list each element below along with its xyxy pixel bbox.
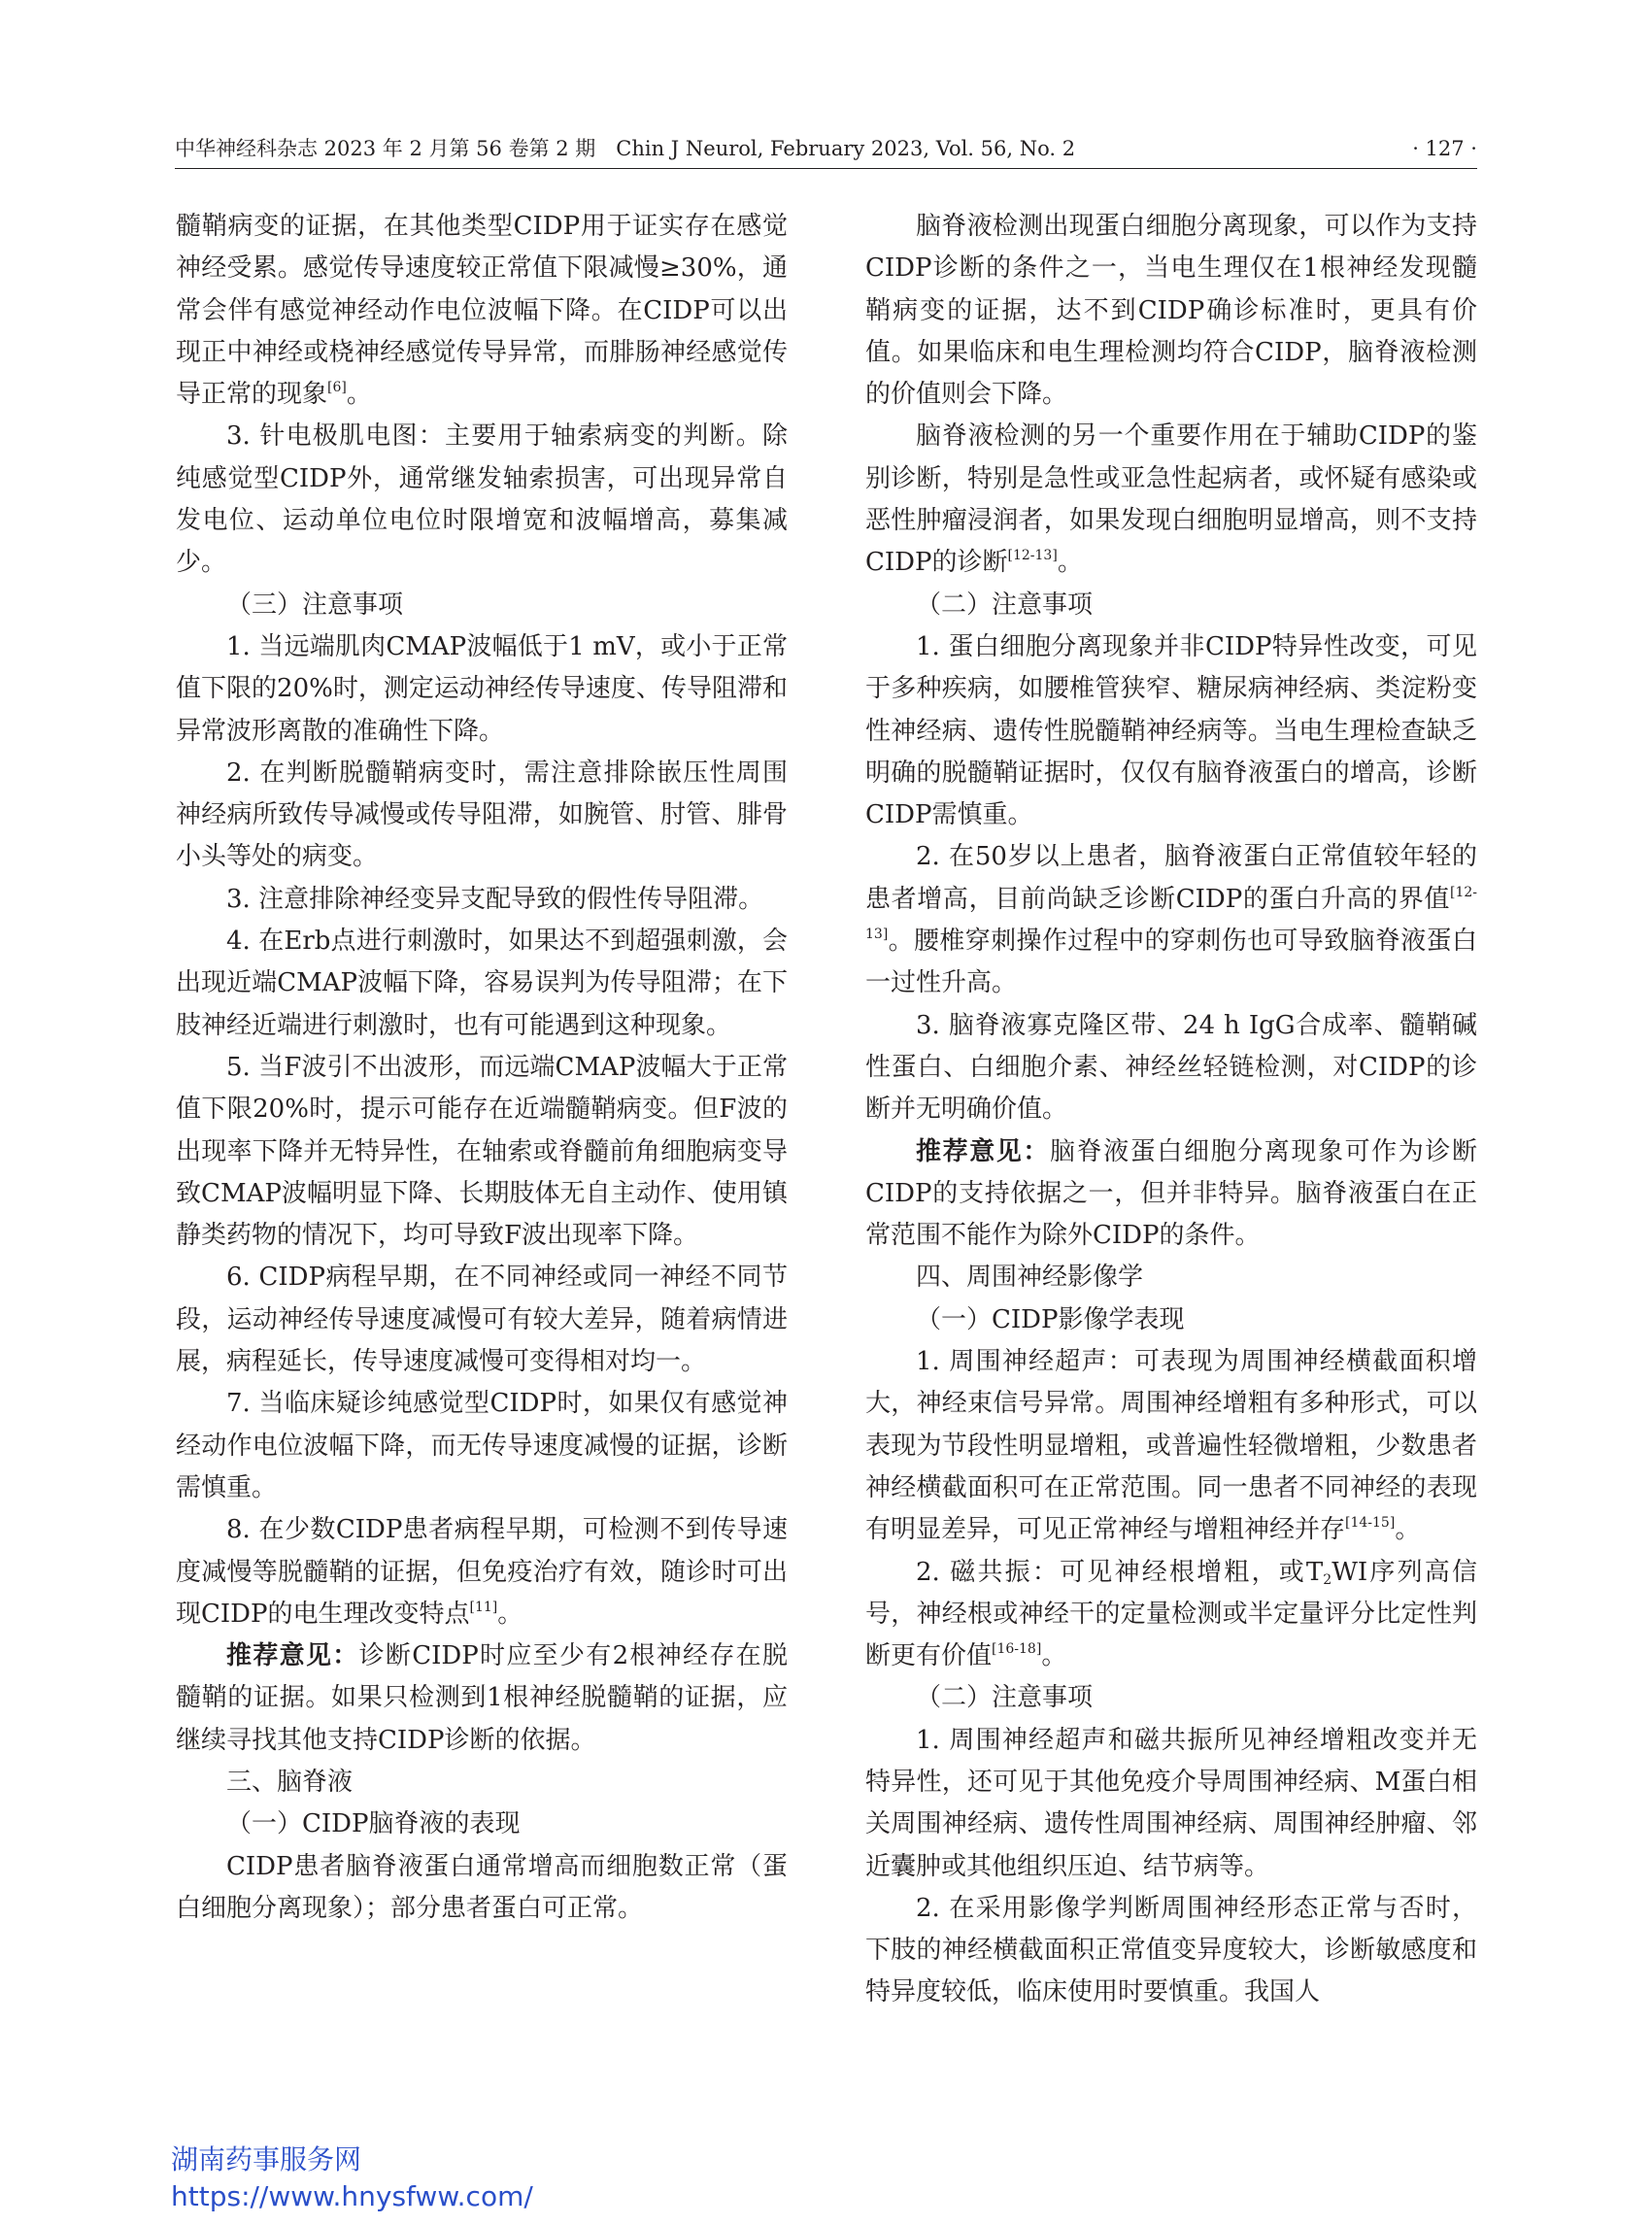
paragraph: 5. 当F波引不出波形，而远端CMAP波幅大于正常值下限20%时，提示可能存在近端髓鞘病变。但F波的出现率下降并无特异性，在轴索或脊髓前角细胞病变导致CMAP波幅明显下降、长期肢体无自主动作、使用镇静类药物的情况下，均可导致F波出现率下降。 <box>176 1052 788 1251</box>
paragraph: CIDP患者脑脊液蛋白通常增高而细胞数正常（蛋白细胞分离现象）；部分患者蛋白可正常。 <box>176 1851 788 1923</box>
citation[interactable]: [14-15] <box>1345 1515 1396 1532</box>
paragraph: 2. 在采用影像学判断周围神经形态正常与否时，下肢的神经横截面积正常值变异度较大，诊断敏感度和特异度较低，临床使用时要慎重。我国人 <box>865 1893 1477 2007</box>
paragraph: 1. 当远端肌肉CMAP波幅低于1 mV，或小于正常值下限的20%时，测定运动神经传导速度、传导阻滞和异常波形离散的准确性下降。 <box>176 631 788 746</box>
recommendation: 推荐意见：诊断CIDP时应至少有2根神经存在脱髓鞘的证据。如果只检测到1根神经脱髓鞘的证据，应继续寻找其他支持CIDP诊断的依据。 <box>176 1641 788 1755</box>
paragraph: 4. 在Erb点进行刺激时，如果达不到超强刺激，会出现近端CMAP波幅下降，容易误判为传导阻滞；在下肢神经近端进行刺激时，也有可能遇到这种现象。 <box>176 927 788 1040</box>
watermark <box>171 2141 533 2215</box>
citation[interactable]: [16-18] <box>992 1641 1042 1658</box>
running-header <box>175 129 1477 169</box>
recommendation-label: 推荐意见： <box>226 1641 359 1671</box>
paragraph: 2. 磁共振：可见神经根增粗，或$T_2WI$序列高信号，神经根或神经干的定量检测或半定量评分比定性判断更有价值[16-18]。 <box>865 1557 1477 1671</box>
paragraph: 1. 周围神经超声和磁共振所见神经增粗改变并无特异性，还可见于其他免疫介导周围神经病、M蛋白相关周围神经病、遗传性周围神经病、周围神经肿瘤、邻近囊肿或其他组织压迫、结节病等。 <box>865 1725 1477 1881</box>
paragraph: 2. 在50岁以上患者，脑脊液蛋白正常值较年轻的患者增高，目前尚缺乏诊断CIDP的蛋白升高的界值[12-13]。腰椎穿刺操作过程中的穿刺伤也可导致脑脊液蛋白一过性升高。 <box>865 842 1477 998</box>
paragraph: 7. 当临床疑诊纯感觉型CIDP时，如果仅有感觉神经动作电位波幅下降，而无传导速度减慢的证据，诊断需慎重。 <box>176 1389 788 1502</box>
paragraph: 脑脊液检测的另一个重要作用在于辅助CIDP的鉴别诊断，特别是急性或亚急性起病者，或怀疑有感染或恶性肿瘤浸润者，如果发现白细胞明显增高，则不支持CIDP的诊断[12-13]。 <box>865 421 1477 578</box>
paragraph: 髓鞘病变的证据，在其他类型CIDP用于证实存在感觉神经受累。感觉传导速度较正常值下限减慢≥30%，通常会伴有感觉神经动作电位波幅下降。在CIDP可以出现正中神经或桡神经感觉传导异常，而腓肠神经感觉传导正常的现象[6]。 <box>176 212 788 410</box>
paragraph: 脑脊液检测出现蛋白细胞分离现象，可以作为支持CIDP诊断的条件之一，当电生理仅在1根神经发现髓鞘病变的证据，达不到CIDP确诊标准时，更具有价值。如果临床和电生理检测均符合CIDP，脑脊液检测的价值则会下降。 <box>865 212 1477 410</box>
paragraph: 3. 注意排除神经变异支配导致的假性传导阻滞。 <box>226 884 764 914</box>
subscript: 2 <box>1323 1571 1332 1588</box>
citation[interactable]: [12-13] <box>1007 548 1058 564</box>
citation[interactable]: [6] <box>327 380 347 396</box>
page-number: · 127 · <box>1412 137 1477 160</box>
recommendation: 推荐意见：脑脊液蛋白细胞分离现象可作为诊断CIDP的支持依据之一，但并非特异。脑脊液蛋白在正常范围不能作为除外CIDP的条件。 <box>865 1136 1477 1251</box>
paragraph: 1. 蛋白细胞分离现象并非CIDP特异性改变，可见于多种疾病，如腰椎管狭窄、糖尿病神经病、类淀粉变性神经病、遗传性脱髓鞘神经病等。当电生理检查缺乏明确的脱髓鞘证据时，仅仅有脑脊液蛋白的增高，诊断CIDP需慎重。 <box>865 631 1477 830</box>
section-heading: 四、周围神经影像学 <box>916 1263 1144 1293</box>
right-column <box>865 206 1477 2014</box>
paragraph: 3. 脑脊液寡克隆区带、24 h IgG合成率、髓鞘碱性蛋白、白细胞介素、神经丝轻链检测，对CIDP的诊断并无明确价值。 <box>865 1010 1477 1125</box>
section-subheading: （二）注意事项 <box>916 590 1094 620</box>
section-heading: 三、脑脊液 <box>226 1767 354 1797</box>
left-column <box>176 206 788 1930</box>
citation[interactable]: [11] <box>469 1599 498 1615</box>
paragraph: 8. 在少数CIDP患者病程早期，可检测不到传导速度减慢等脱髓鞘的证据，但免疫治疗有效，随诊时可出现CIDP的电生理改变特点[11]。 <box>176 1515 788 1629</box>
section-subheading: （一）CIDP脑脊液的表现 <box>226 1809 521 1839</box>
section-subheading: （一）CIDP影像学表现 <box>916 1304 1185 1334</box>
recommendation-label: 推荐意见： <box>916 1136 1050 1166</box>
journal-citation: 中华神经科杂志 2023 年 2 月第 56 卷第 2 期 Chin J Neurol, February 2023, Vol. 56, No. 2 <box>175 137 1076 160</box>
watermark-url[interactable]: https://www.hnysfww.com/ <box>171 2180 533 2212</box>
paragraph: 2. 在判断脱髓鞘病变时，需注意排除嵌压性周围神经病所致传导减慢或传导阻滞，如腕管、肘管、腓骨小头等处的病变。 <box>176 758 788 872</box>
section-subheading: （二）注意事项 <box>916 1683 1094 1713</box>
citation[interactable]: [12-13] <box>865 884 1477 943</box>
paragraph: 1. 周围神经超声：可表现为周围神经横截面积增大，神经束信号异常。周围神经增粗有多种形式，可以表现为节段性明显增粗，或普遍性轻微增粗，少数患者神经横截面积可在正常范围。同一患者不同神经的表现有明显差异，可见正常神经与增粗神经并存[14-15]。 <box>865 1347 1477 1545</box>
watermark-name: 湖南药事服务网 <box>171 2143 362 2175</box>
paragraph: 3. 针电极肌电图：主要用于轴索病变的判断。除纯感觉型CIDP外，通常继发轴索损害，可出现异常自发电位、运动单位电位时限增宽和波幅增高，募集减少。 <box>176 421 788 578</box>
paragraph: 6. CIDP病程早期，在不同神经或同一神经不同节段，运动神经传导速度减慢可有较大差异，随着病情进展，病程延长，传导速度减慢可变得相对均一。 <box>176 1263 788 1377</box>
section-subheading: （三）注意事项 <box>226 590 404 620</box>
